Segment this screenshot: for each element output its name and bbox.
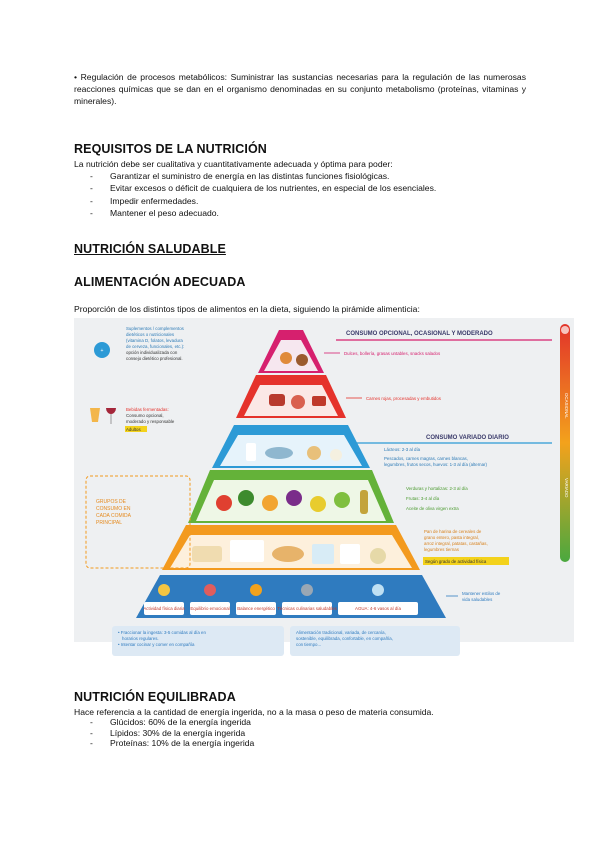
svg-text:legumbres, frutos secos, huevo: legumbres, frutos secos, huevos: 1-3 al día (alternar) xyxy=(384,462,487,467)
base-energy: Balance energético xyxy=(237,606,275,611)
list-item: - Impedir enfermedades. xyxy=(90,195,436,207)
svg-text:legumbres tiernas: legumbres tiernas xyxy=(424,547,459,552)
drinks-line: Bebidas fermentadas: xyxy=(126,407,169,412)
svg-text:consejo dietético profesional.: consejo dietético profesional. xyxy=(126,356,183,361)
list-item: - Glúcidos: 60% de la energía ingerida xyxy=(90,717,254,728)
equilibrada-heading: NUTRICIÓN EQUILIBRADA xyxy=(74,690,236,704)
equilibrada-list xyxy=(90,717,254,749)
svg-text:• Fraccionar la ingesta: 3-5 c: • Fraccionar la ingesta: 3-5 comidas al día en xyxy=(118,630,206,635)
svg-text:de cerveza, funcionales, etc.): de cerveza, funcionales, etc.): xyxy=(126,344,185,349)
svg-text:Consumo opcional,: Consumo opcional, xyxy=(126,413,164,418)
frequency-gradient-bar xyxy=(560,324,570,562)
equilibrada-intro: Hace referencia a la cantidad de energía ingerida, no a la masa o peso de materia consumida. xyxy=(74,707,434,717)
group-label-3: CADA COMIDA xyxy=(96,513,132,519)
svg-text:• Intentar cocinar y comer en: • Intentar cocinar y comer en compañía xyxy=(118,642,195,647)
requisitos-list xyxy=(90,170,436,220)
base-techniques: Técnicas culinarias saludables xyxy=(277,606,337,611)
svg-text:opción individualizada con: opción individualizada con xyxy=(126,350,178,355)
title-optional: CONSUMO OPCIONAL, OCASIONAL Y MODERADO xyxy=(346,331,493,337)
sweets-note: Dulces, bollería, grasas untables, snacks salados xyxy=(344,351,441,356)
svg-text:con tiempo...: con tiempo... xyxy=(296,642,322,647)
svg-text:moderado y responsable: moderado y responsable xyxy=(126,419,175,424)
list-item: - Lípidos: 30% de la energía ingerida xyxy=(90,728,254,739)
food-pyramid-infographic xyxy=(74,318,574,647)
proteins-note: Pescados, carnes magras, carnes blancas, xyxy=(384,456,468,461)
svg-text:(vitamina D, folatos, levadura: (vitamina D, folatos, levadura xyxy=(126,338,183,343)
lifestyle-note: Mantener estilos de xyxy=(462,591,501,596)
group-label-2: CONSUMO EN xyxy=(96,506,131,512)
svg-text:sostenible, equilibrada, confo: sostenible, equilibrada, confortable, en compañía, xyxy=(296,636,393,641)
svg-text:grano entero, pasta integral,: grano entero, pasta integral, xyxy=(424,535,479,540)
veg-note: Verduras y hortalizas: 2-3 al día xyxy=(406,486,468,491)
base-emotional: Equilibrio emocional xyxy=(190,606,230,611)
svg-text:horarios regulares.: horarios regulares. xyxy=(122,636,159,641)
svg-text:Adultos: Adultos xyxy=(126,427,141,432)
wine-glass-icon xyxy=(106,408,116,414)
fruit-note: Frutas: 3-4 al día xyxy=(406,496,440,501)
list-item: - Mantener el peso adecuado. xyxy=(90,207,436,219)
alimentacion-intro: Proporción de los distintos tipos de alimentos en la dieta, siguiendo la pirámide alimenticia: xyxy=(74,304,420,314)
side-label-bottom: VARIADO xyxy=(564,478,569,498)
requisitos-heading: REQUISITOS DE LA NUTRICIÓN xyxy=(74,142,267,156)
group-label-4: PRINCIPAL xyxy=(96,520,123,526)
beer-glass-icon xyxy=(90,408,100,422)
base-activity: Actividad física diaria xyxy=(143,606,185,611)
svg-text:+: + xyxy=(100,348,104,354)
activity-note: Según grado de actividad física xyxy=(425,559,487,564)
dairy-note: Lácteos: 2-3 al día xyxy=(384,447,421,452)
base-water: AGUA: 4-6 vasos al día xyxy=(355,606,401,611)
list-item: - Proteínas: 10% de la energía ingerida xyxy=(90,738,254,749)
side-label-top: OCASIONAL xyxy=(564,393,569,419)
title-daily: CONSUMO VARIADO DIARIO xyxy=(426,435,509,441)
group-label-1: GRUPOS DE xyxy=(96,499,127,505)
metabolic-regulation-paragraph: • Regulación de procesos metabólicos: Suministrar las sustancias necesarias para la regulación de las numerosas reacciones químicas que se dan en el organismo denominadas en su conjunto metabolismo (proteínas, vitaminas y minerales). xyxy=(74,72,526,106)
nutricion-saludable-heading: NUTRICIÓN SALUDABLE xyxy=(74,242,226,256)
svg-text:arroz integral, patatas, casta: arroz integral, patatas, castañas, xyxy=(424,541,488,546)
svg-text:Alimentación tradicional, vari: Alimentación tradicional, variada, de cercanía, xyxy=(296,630,386,635)
list-item: - Garantizar el suministro de energía en las distintas funciones fisiológicas. xyxy=(90,170,436,182)
list-item: - Evitar excesos o déficit de cualquiera de los nutrientes, en especial de los esenciales. xyxy=(90,182,436,194)
cereals-note: Pan de harina de cereales de xyxy=(424,529,482,534)
oil-note: Aceite de oliva virgen extra xyxy=(406,506,459,511)
meats-note: Carnes rojas, procesadas y embutidos xyxy=(366,396,441,401)
requisitos-intro: La nutrición debe ser cualitativa y cuantitativamente adecuada y óptima para poder: xyxy=(74,159,393,169)
supplements-line: Suplementos / complementos xyxy=(126,326,184,331)
svg-text:dietéticos o nutricionales: dietéticos o nutricionales xyxy=(126,332,175,337)
alimentacion-heading: ALIMENTACIÓN ADECUADA xyxy=(74,275,246,289)
svg-text:vida saludables: vida saludables xyxy=(462,597,493,602)
